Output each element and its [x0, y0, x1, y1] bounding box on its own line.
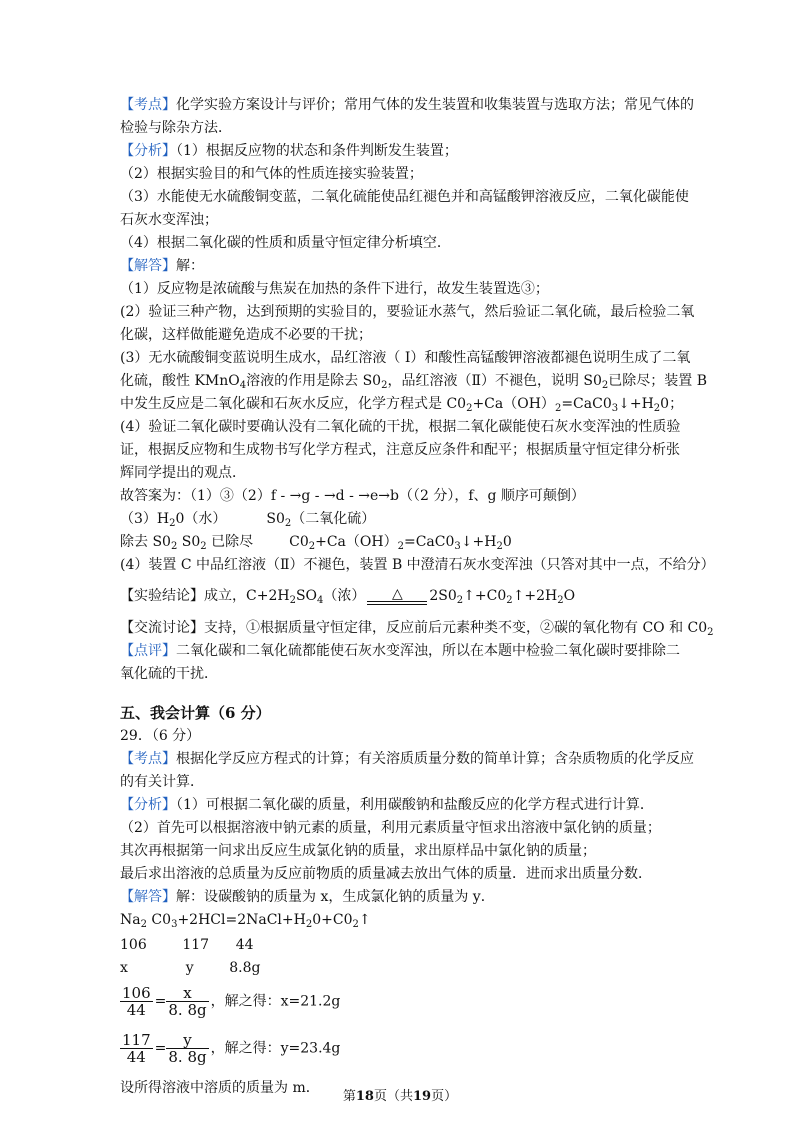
text-line: (4）装置 C 中品红溶液（Ⅱ）不褪色，装置 B 中澄清石灰水变浑浊（只答对其中一点，不给分） — [120, 557, 715, 573]
question-number: 29．（6 分） — [120, 728, 201, 744]
text-line: 最后求出溶液的总质量为反应前物质的质量减去放出气体的质量．进而求出质量分数． — [120, 866, 652, 882]
text-line: （4）根据二氧化碳的性质和质量守恒定律分析填空． — [120, 235, 451, 251]
text-line: 故答案为：（1）③（2）f - →g - →d - →e→b（（2 分），f、g 顺序可颠倒） — [120, 488, 585, 504]
tag-jiaoliu: 【交流讨论】 — [120, 620, 204, 636]
text-line: （2）首先可以根据溶液中钠元素的质量，利用元素质量守恒求出溶液中氯化钠的质量； — [120, 820, 661, 836]
text-line: 石灰水变浑浊； — [120, 212, 218, 228]
text-line: (2）验证三种产物，达到预期的实验目的，要验证水蒸气，然后验证二氧化硫，最后检验二氧 — [120, 304, 695, 320]
text-line: 除去 $S0_2$ $S0_2$ 已除尽 $C0_2+Ca(OH)_2=CaC0_3↓+H_20$ — [120, 534, 512, 552]
fraction: $\frac{117}{44}$ — [122, 1031, 151, 1066]
text-line: 氧化硫的干扰． — [120, 666, 218, 682]
text-line: (3）无水硫酸铜变蓝说明生成水，品红溶液（ I）和酸性高锰酸钾溶液都褪色说明生成了二氧 — [120, 350, 691, 366]
fraction: $\frac{106}{44}$ — [122, 984, 151, 1019]
section-heading: 五、我会计算（6 分） — [120, 704, 271, 722]
text-line: 辉同学提出的观点． — [120, 465, 246, 481]
text-line: （3）水能使无水硫酸铜变蓝，二氧化硫能使品红褪色并和高锰酸钾溶液反应，二氧化碳能使 — [120, 189, 689, 205]
fraction: $\frac{y}{8. 8g}$ — [168, 1031, 207, 1066]
tag-kaodian: 【考点】 — [120, 751, 176, 767]
text-line: 【解答】解：设碳酸钠的质量为 x，生成氯化钠的质量为 y． — [120, 889, 495, 905]
text-line: 【考点】化学实验方案设计与评价；常用气体的发生装置和收集装置与选取方法；常见气体的 — [120, 97, 694, 113]
heat-condition-arrow: △ — [367, 588, 427, 605]
text-line: （2）根据实验目的和气体的性质连接实验装置； — [120, 166, 423, 182]
text-line: 【分析】（1）可根据二氧化碳的质量，利用碳酸钠和盐酸反应的化学方程式进行计算． — [120, 797, 654, 813]
page-number: 18 — [355, 1089, 374, 1104]
tag-kaodian: 【考点】 — [120, 97, 176, 113]
text-line: （1）反应物是浓硫酸与焦炭在加热的条件下进行，故发生装置选③； — [120, 281, 549, 297]
text-line: (4）验证二氧化碳时要确认没有二氧化硫的干扰，根据二氧化碳能使石灰水变浑浊的性质验 — [120, 419, 681, 435]
equation-masses: 106 117 44 — [120, 937, 254, 953]
text-line: 【点评】二氧化碳和二氧化硫都能使石灰水变浑浊，所以在本题中检验二氧化碳时要排除二 — [120, 643, 680, 659]
text-line: 化硫，酸性 KMnO$_4$溶液的作用是除去 $S0_2$，品红溶液（Ⅱ）不褪色，说明 $S0_2$已除尽；装置 B — [120, 373, 708, 391]
text-line: 【解答】解： — [120, 258, 204, 274]
tag-shiyan: 【实验结论】 — [120, 588, 204, 604]
text-line: 【实验结论】成立，$C+2H_2SO_4$（浓） △ $2S0_2↑+C0_2↑+2H_2O$ — [120, 585, 576, 606]
fraction: $\frac{x}{8. 8g}$ — [168, 984, 207, 1019]
text-line: 检验与除杂方法． — [120, 120, 232, 136]
page-footer: 第18页（共19页） — [342, 1089, 458, 1104]
text-line: 证，根据反应物和生成物书写化学方程式，注意反应条件和配平；根据质量守恒定律分析张 — [120, 442, 680, 458]
proportion-x: $\frac{106}{44}$ = $\frac{x}{8. 8g}$ ，解之得：x=21.2g — [122, 984, 341, 1019]
tag-fenxi: 【分析】 — [120, 797, 176, 813]
text-line: 【考点】根据化学反应方程式的计算；有关溶质质量分数的简单计算；含杂质物质的化学反应 — [120, 751, 694, 767]
tag-fenxi: 【分析】 — [120, 143, 176, 159]
text-line: 其次再根据第一问求出反应生成氯化钠的质量，求出原样品中氯化钠的质量； — [120, 843, 596, 859]
text-line: 【交流讨论】支持，①根据质量守恒定律，反应前后元素种类不变，②碳的氧化物有 CO 和 $C0_2$ — [120, 620, 714, 638]
tag-dianping: 【点评】 — [120, 643, 176, 659]
equation-line: $Na_2$ $C0_3+2HCl=2NaCl+H_20+C0_2↑$ — [120, 912, 371, 930]
proportion-y: $\frac{117}{44}$ = $\frac{y}{8. 8g}$ ，解之得：y=23.4g — [122, 1031, 341, 1066]
text-line: 设所得溶液中溶质的质量为 m． — [120, 1080, 320, 1096]
text-line: 【分析】（1）根据反应物的状态和条件判断发生装置； — [120, 143, 458, 159]
text-line: $(3)H_20$（水） $S0_2$（二氧化硫） — [120, 511, 376, 529]
equation-unknowns: x y 8.8g — [120, 960, 261, 976]
text-line: 化碳，这样做能避免造成不必要的干扰； — [120, 327, 372, 343]
text-line: 中发生反应是二氧化碳和石灰水反应，化学方程式是 $C0_2+Ca(OH)_2=CaC0_3↓+H_20$； — [120, 396, 684, 414]
tag-jieda: 【解答】 — [120, 889, 176, 905]
tag-jieda: 【解答】 — [120, 258, 176, 274]
text-line: 的有关计算． — [120, 774, 204, 790]
page-total: 19 — [413, 1089, 432, 1104]
